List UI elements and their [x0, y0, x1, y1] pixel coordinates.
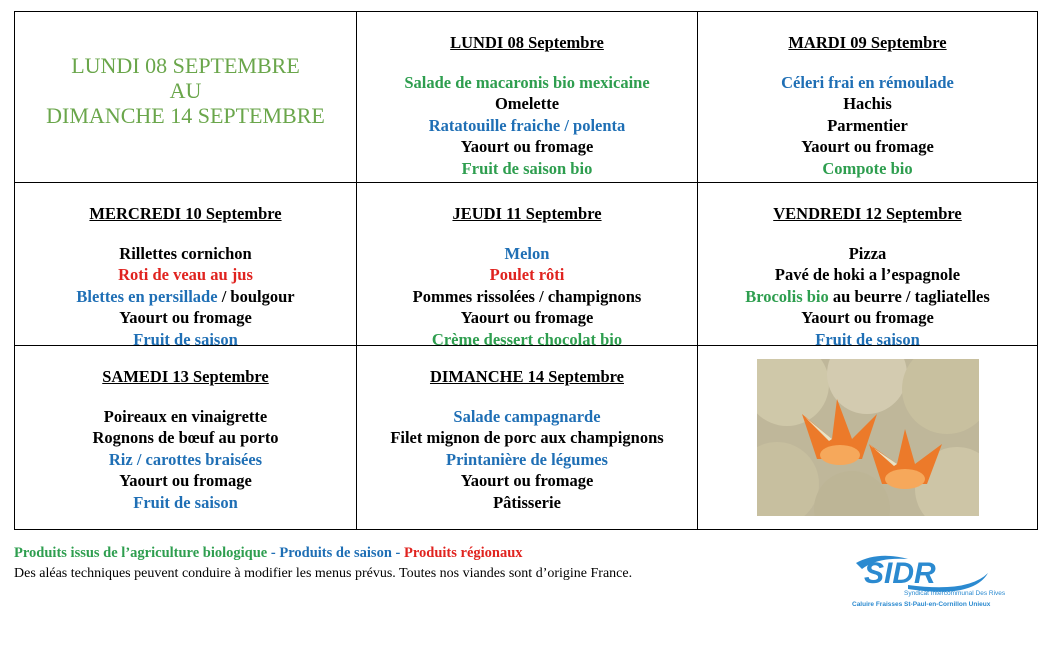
legend	[14, 545, 523, 562]
menu-item-text: Salade campagnarde	[453, 406, 601, 426]
menu-item-text: Yaourt ou fromage	[119, 471, 252, 491]
menu-item-text: Yaourt ou fromage	[460, 308, 594, 328]
legend-separator: -	[391, 545, 404, 561]
day-cell-vendredi	[698, 183, 1037, 346]
legend-separator: -	[267, 545, 280, 561]
menu-item-text: Salade de macaronis bio mexicaine	[404, 72, 650, 92]
svg-text:SIDR: SIDR	[864, 557, 936, 590]
day-cell-samedi	[15, 346, 357, 529]
menu-item-text: Compote bio	[822, 158, 913, 178]
day-heading: VENDREDI 12 Septembre	[773, 204, 962, 223]
menu-item-text: Rillettes cornichon	[119, 243, 252, 263]
day-cell-mardi	[698, 12, 1037, 183]
melon-photo-cell	[698, 346, 1037, 529]
menu-item-text: Parmentier	[827, 115, 908, 135]
menu-item-text: Yaourt ou fromage	[801, 137, 934, 157]
menu-item-text: Blettes en persillade	[76, 286, 218, 306]
menu-item-text: Pizza	[848, 243, 887, 263]
week-title-line: AU	[169, 78, 202, 103]
day-cell-jeudi	[357, 183, 698, 346]
menu-item-text: Fruit de saison	[133, 492, 238, 512]
menu-item-suffix: / boulgour	[217, 286, 295, 306]
legend-bio: Produits issus de l’agriculture biologique	[14, 545, 268, 561]
menu-item	[357, 449, 697, 471]
menu-item	[698, 286, 1037, 308]
menu-item	[15, 470, 356, 492]
svg-text:Caluire Fraisses St-Paul-en-Co: Caluire Fraisses St-Paul-en-Cornillon Unieux	[852, 601, 991, 608]
menu-item	[357, 243, 697, 265]
menu-item-text: Yaourt ou fromage	[119, 308, 252, 328]
menu-item-text: Brocolis bio	[745, 286, 829, 306]
menu-item	[357, 115, 697, 137]
menu-item-suffix: au beurre / tagliatelles	[828, 286, 990, 306]
sidr-logo	[848, 553, 1023, 613]
menu-item	[357, 72, 697, 94]
menu-item-text: Fruit de saison	[815, 329, 920, 346]
menu-item-text: Printanière de légumes	[446, 449, 608, 469]
menu-item	[357, 307, 697, 329]
menu-item-text: Crème dessert chocolat bio	[431, 329, 623, 346]
menu-item	[15, 286, 356, 308]
menu-item-text: Yaourt ou fromage	[801, 308, 934, 328]
menu-item	[698, 72, 1037, 94]
menu-item	[15, 307, 356, 329]
menu-item	[357, 264, 697, 286]
day-heading: MARDI 09 Septembre	[788, 33, 947, 52]
day-heading: MERCREDI 10 Septembre	[89, 204, 282, 223]
menu-item	[15, 243, 356, 265]
menu-item	[698, 243, 1037, 265]
menu-item-text: Yaourt ou fromage	[460, 137, 594, 157]
legend-regional: Produits régionaux	[403, 545, 523, 561]
legend-saison: Produits de saison	[279, 545, 392, 561]
menu-item	[15, 492, 356, 514]
menu-item-text: Fruit de saison bio	[461, 158, 593, 178]
day-cell-mercredi	[15, 183, 357, 346]
menu-item	[698, 93, 1037, 115]
menu-item-text: Roti de veau au jus	[118, 265, 253, 285]
menu-item	[357, 406, 697, 428]
menu-item	[357, 93, 697, 115]
menu-item	[357, 470, 697, 492]
menu-item	[698, 115, 1037, 137]
menu-item-text: Céleri frai en rémoulade	[781, 72, 954, 92]
day-heading: JEUDI 11 Septembre	[452, 204, 602, 223]
menu-item-text: Hachis	[843, 94, 892, 114]
menu-item-text: Poireaux en vinaigrette	[103, 406, 268, 426]
menu-item	[357, 427, 697, 449]
menu-item	[15, 406, 356, 428]
week-title-line: DIMANCHE 14 SEPTEMBRE	[46, 103, 325, 128]
menu-item	[357, 329, 697, 346]
menu-item	[15, 264, 356, 286]
menu-item	[15, 329, 356, 346]
day-cell-lundi	[357, 12, 698, 183]
menu-item	[357, 286, 697, 308]
menu-grid	[14, 11, 1038, 530]
menu-item-text: Filet mignon de porc aux champignons	[390, 428, 664, 448]
menu-item	[698, 264, 1037, 286]
menu-item	[698, 329, 1037, 346]
menu-item	[698, 136, 1037, 158]
menu-item-text: Rognons de bœuf au porto	[92, 428, 279, 448]
menu-item	[15, 449, 356, 471]
menu-item-text: Riz / carottes braisées	[108, 449, 263, 469]
menu-item-text: Pommes rissolées / champignons	[412, 286, 642, 306]
menu-item	[698, 158, 1037, 180]
menu-item	[698, 307, 1037, 329]
menu-item	[357, 492, 697, 514]
svg-text:Syndicat Intercommunal Des Riv: Syndicat Intercommunal Des Rives	[904, 590, 1006, 597]
week-title	[15, 12, 357, 183]
menu-item-text: Pâtisserie	[493, 492, 561, 512]
disclaimer-note: Des aléas techniques peuvent conduire à modifier les menus prévus. Toutes nos viandes sont d’origine France.	[14, 566, 633, 581]
menu-item-text: Yaourt ou fromage	[460, 471, 594, 491]
menu-item-text: Omelette	[494, 94, 560, 114]
menu-item	[357, 158, 697, 180]
day-heading: DIMANCHE 14 Septembre	[429, 367, 624, 386]
menu-item-text: Ratatouille fraiche / polenta	[428, 115, 626, 135]
menu-item-text: Poulet rôti	[489, 265, 565, 285]
menu-item-text: Pavé de hoki a l’espagnole	[774, 265, 961, 285]
week-title-line: LUNDI 08 SEPTEMBRE	[71, 53, 300, 78]
day-heading: SAMEDI 13 Septembre	[102, 367, 269, 386]
melon-photo	[757, 359, 979, 516]
day-heading: LUNDI 08 Septembre	[450, 33, 604, 52]
menu-item	[15, 427, 356, 449]
menu-item	[357, 136, 697, 158]
menu-item-text: Melon	[504, 243, 550, 263]
day-cell-dimanche	[357, 346, 698, 529]
menu-item-text: Fruit de saison	[133, 329, 238, 346]
